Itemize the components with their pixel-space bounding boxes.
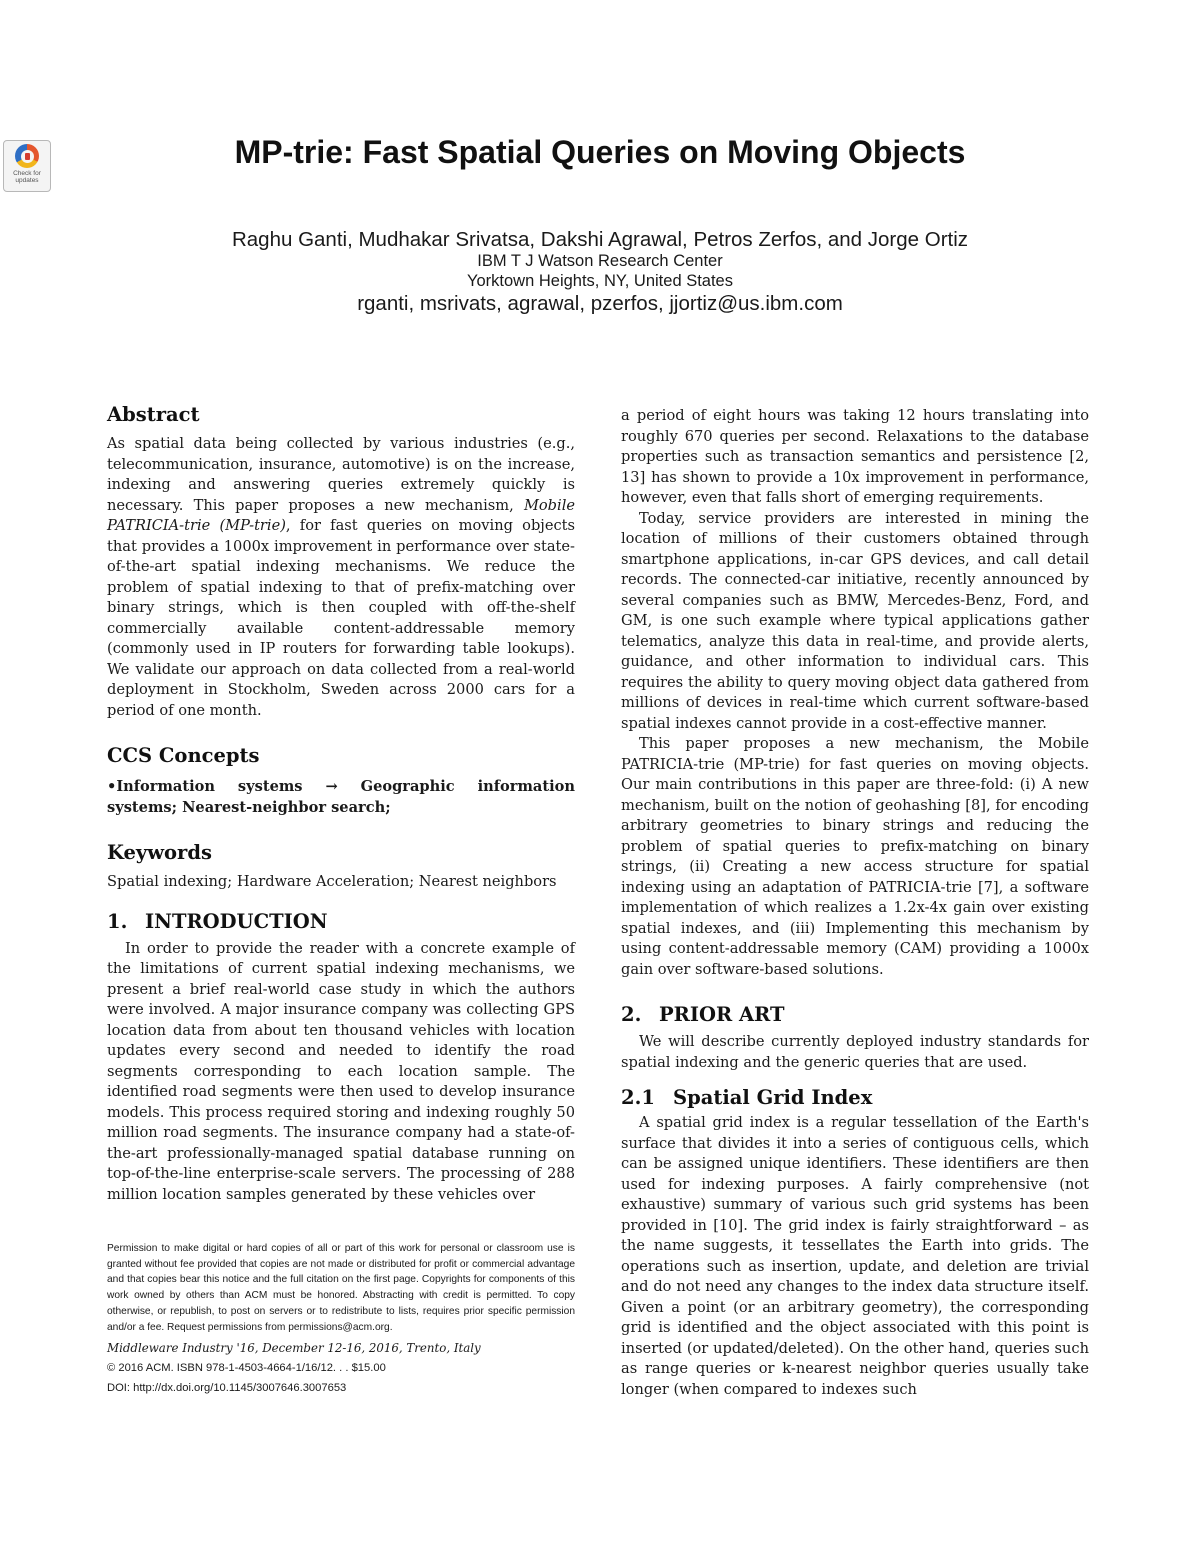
spatial-grid-index-heading: 2.1 Spatial Grid Index [621,1086,873,1109]
spatial-grid-index-paragraph: A spatial grid index is a regular tessellation of the Earth's surface that divides it into a series of contiguous cells, which can be assigned unique identifiers. These identifiers are then used for indexing purposes. A fairly comprehensive (not exhaustive) summary of various such grid systems has been provided in [10]. The grid index is fairly straightforward – as the name suggests, it tessellates the Earth into grids. The operations such as insertion, update, and deletion are trivial and do not need any changes to the index data structure itself. Given a point (or an arbitrary geometry), the corresponding grid is identified and the object associated with this point is inserted (or updated/deleted). On the other hand, queries such as range queries or k-nearest neighbor queries usually take longer (when compared to indexes such [621,1114,1089,1398]
affiliation-institution: IBM T J Watson Research Center [477,252,723,270]
abstract-text: As spatial data being collected by various industries (e.g., telecommunication, insurance, automotive) is on the increase, indexing and answering queries extremely quickly is necessary. This paper proposes a new mechanism, Mobile PATRICIA-trie (MP-trie), for fast queries on moving objects that provides a 1000x improvement in performance over state-of-the-art spatial indexing mechanisms. We reduce the problem of spatial indexing to that of prefix-matching over binary strings, which is then coupled with off-the-shelf commercially available content-addressable memory (commonly used in IP routers for forwarding table lookups). We validate our approach on data collected from a real-world deployment in Stockholm, Sweden across 2000 cars for a period of one month. [107,435,575,719]
badge-label: Check for updates [13,170,41,184]
copyright-footnote [107,1241,575,1398]
conference-info: Middleware Industry '16, December 12-16, 2016, Trento, Italy [107,1341,481,1356]
abstract-heading: Abstract [107,403,200,426]
prior-art-heading: 2. PRIOR ART [621,1003,785,1026]
introduction-heading: 1. INTRODUCTION [107,909,328,933]
copyright-isbn: © 2016 ACM. ISBN 978-1-4503-4664-1/16/12. . . $15.00 [107,1362,386,1375]
intro-paragraph-1: In order to provide the reader with a concrete example of the limitations of current spatial indexing mechanisms, we present a brief real-world case study in which the authors were involved. A major insurance company was collecting GPS location data from about ten thousand vehicles with location updates every second and needed to identify the road segments corresponding to each location sample. The identified road segments were then used to develop insurance models. This process required storing and indexing roughly 50 million road segments. The insurance company had a state-of-the-art professionally-managed spatial database running on top-of-the-line enterprise-scale servers. The processing of 288 million location samples generated by these vehicles over [107,939,575,1203]
ccs-concepts: •Information systems → Geographic information systems; Nearest-neighbor search; [107,778,575,816]
author-list: Raghu Ganti, Mudhakar Srivatsa, Dakshi Agrawal, Petros Zerfos, and Jorge Ortiz [231,228,969,251]
paper-title: MP-trie: Fast Spatial Queries on Moving Objects [234,134,966,170]
intro-paragraph-1-continued: a period of eight hours was taking 12 hours translating into roughly 670 queries per second. Relaxations to the database properties such as transaction semantics and persistence [2, 13] has shown to provide a 10x improvement in performance, however, even that falls short of emerging requirements. [621,407,1089,506]
author-emails: rganti, msrivats, agrawal, pzerfos, jjortiz@us.ibm.com [357,292,843,315]
affiliation-location: Yorktown Heights, NY, United States [467,272,733,290]
right-column [621,406,1089,1400]
intro-paragraph-2: Today, service providers are interested in mining the location of millions of their customers obtained through smartphone applications, in-car GPS devices, and call detail records. The connected-car initiative, recently announced by several companies such as BMW, Mercedes-Benz, Ford, and GM, is one such example where typical applications gather telematics, analyze this data in real-time, and provide alerts, guidance, and other information to individual cars. This requires the ability to query moving object data gathered from millions of devices in real-time which current software-based spatial indexes cannot provide in a cost-effective manner. [621,509,1089,732]
prior-art-paragraph: We will describe currently deployed industry standards for spatial indexing and the generic queries that are used. [621,1033,1089,1071]
permission-notice: Permission to make digital or hard copies of all or part of this work for personal or classroom use is granted without fee provided that copies are not made or distributed for profit or commercial advantage and that copies bear this notice and the full citation on the first page. Copyrights for components of this work owned by others than ACM must be honored. Abstracting with credit is permitted. To copy otherwise, or republish, to post on servers or to redistribute to lists, requires prior specific permission and/or a fee. Request permissions from permissions@acm.org. [107,1243,575,1333]
intro-paragraph-3: This paper proposes a new mechanism, the Mobile PATRICIA-trie (MP-trie) for fast queries on moving objects. Our main contributions in this paper are three-fold: (i) A new mechanism, built on the notion of geohashing [8], for encoding arbitrary geometries to binary strings and reducing the problem of spatial queries to prefix-matching on binary strings, (ii) Creating a new access structure for spatial indexing using an adaptation of PATRICIA-trie [7], a software implementation of which realizes a 1.2x-4x gain over existing spatial indexes, and (iii) Implementing this mechanism by using content-addressable memory (CAM) providing a 1000x gain over software-based solutions. [621,735,1089,978]
keywords-text: Spatial indexing; Hardware Acceleration; Nearest neighbors [107,873,557,890]
left-column [107,402,575,1398]
ccs-heading: CCS Concepts [107,744,260,767]
doi-link[interactable]: DOI: http://dx.doi.org/10.1145/3007646.3007653 [107,1382,347,1395]
keywords-heading: Keywords [107,841,212,864]
